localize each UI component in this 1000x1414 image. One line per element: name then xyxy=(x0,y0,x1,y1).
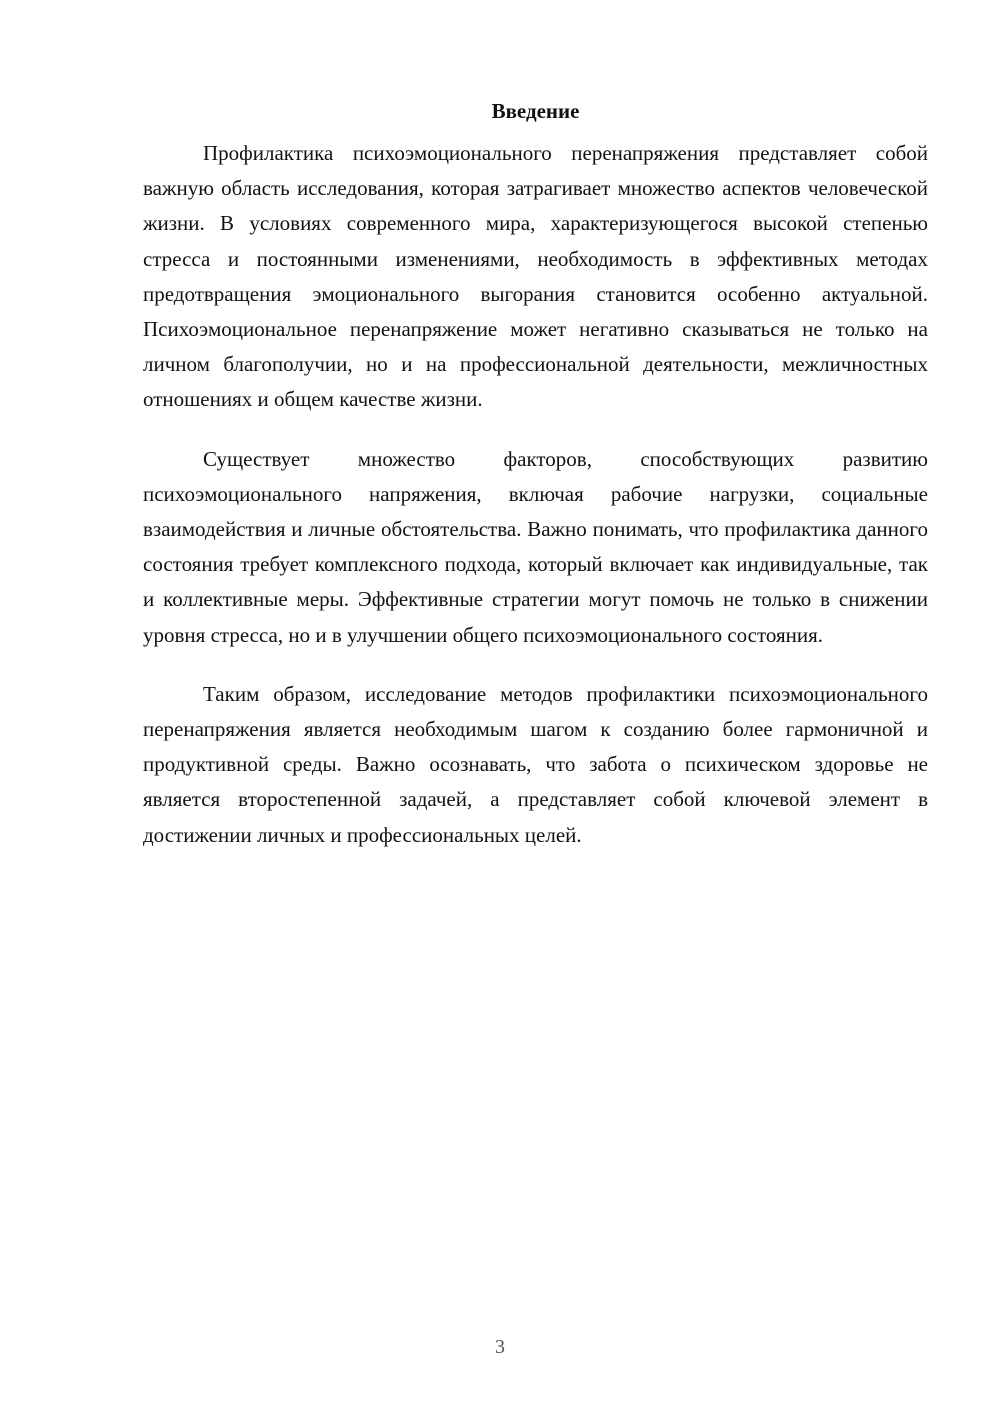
section-heading: Введение xyxy=(491,99,580,123)
paragraph-3: Таким образом, исследование методов профилактики психоэмоционального перенапряжения является необходимым шагом к созданию более гармоничной и продуктивной среды. Важно осознавать, что забота о психическом здоровье не является второстепенной задачей, а представляет собой ключевой элемент в достижении личных и профессиональных целей. xyxy=(143,681,928,847)
document-body xyxy=(143,96,928,877)
paragraph-2: Существует множество факторов, способствующих развитию психоэмоционального напряжения, включая рабочие нагрузки, социальные взаимодействия и личные обстоятельства. Важно понимать, что профилактика данного состояния требует комплексного подхода, который включает как индивидуальные, так и коллективные меры. Эффективные стратегии могут помочь не только в снижении уровня стресса, но и в улучшении общего психоэмоционального состояния. xyxy=(143,446,928,647)
page-number: 3 xyxy=(495,1336,505,1358)
paragraph-1: Профилактика психоэмоционального перенапряжения представляет собой важную область исследования, которая затрагивает множество аспектов человеческой жизни. В условиях современного мира, характеризующегося высокой степенью стресса и постоянными изменениями, необходимость в эффективных методах предотвращения эмоционального выгорания становится особенно актуальной. Психоэмоциональное перенапряжение может негативно сказываться не только на личном благополучии, но и на профессиональной деятельности, межличностных отношениях и общем качестве жизни. xyxy=(143,141,928,412)
